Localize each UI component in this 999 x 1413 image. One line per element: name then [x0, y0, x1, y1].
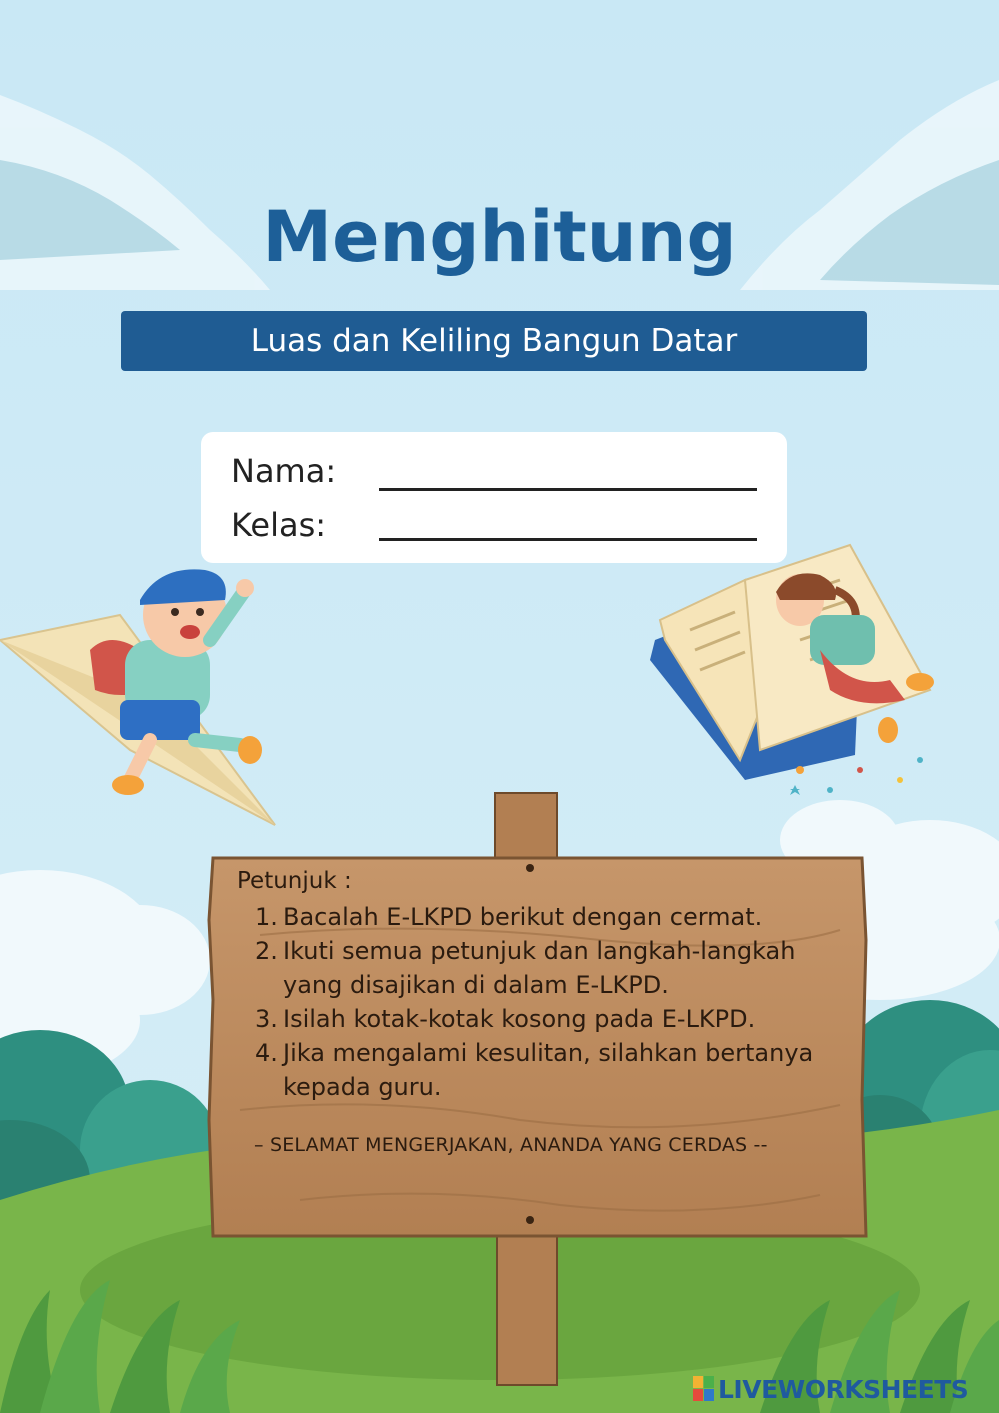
- instruction-number: 4.: [255, 1039, 278, 1067]
- name-label: Nama:: [231, 452, 337, 490]
- class-field[interactable]: [379, 538, 757, 541]
- instruction-item: [237, 900, 857, 934]
- student-info-box: [201, 432, 787, 563]
- instruction-number: 3.: [255, 1005, 278, 1033]
- instruction-text: Bacalah E-LKPD berikut dengan cermat.: [283, 903, 763, 931]
- subtitle-banner: [121, 311, 867, 371]
- name-field[interactable]: [379, 488, 757, 491]
- instructions-heading: Petunjuk :: [237, 868, 352, 894]
- instructions-panel: [237, 868, 857, 1156]
- instruction-text: Jika mengalami kesulitan, silahkan bertanya kepada guru.: [283, 1039, 814, 1101]
- watermark-text: LIVEWORKSHEETS: [718, 1374, 969, 1404]
- instruction-text: Ikuti semua petunjuk dan langkah-langkah yang disajikan di dalam E-LKPD.: [283, 937, 796, 999]
- instruction-item: [237, 1036, 857, 1104]
- instruction-number: 1.: [255, 903, 278, 931]
- class-label: Kelas:: [231, 506, 327, 544]
- instruction-item: [237, 1002, 857, 1036]
- encouragement-text: – SELAMAT MENGERJAKAN, ANANDA YANG CERDAS --: [254, 1134, 768, 1156]
- instruction-number: 2.: [255, 937, 278, 965]
- instructions-list: [237, 900, 857, 1104]
- subtitle-text: Luas dan Keliling Bangun Datar: [250, 323, 738, 359]
- liveworksheets-watermark[interactable]: [693, 1372, 968, 1406]
- instruction-item: [237, 934, 857, 1002]
- page-title: Menghitung: [262, 196, 737, 278]
- liveworksheets-logo-icon: [693, 1376, 715, 1402]
- instruction-text: Isilah kotak-kotak kosong pada E-LKPD.: [283, 1005, 756, 1033]
